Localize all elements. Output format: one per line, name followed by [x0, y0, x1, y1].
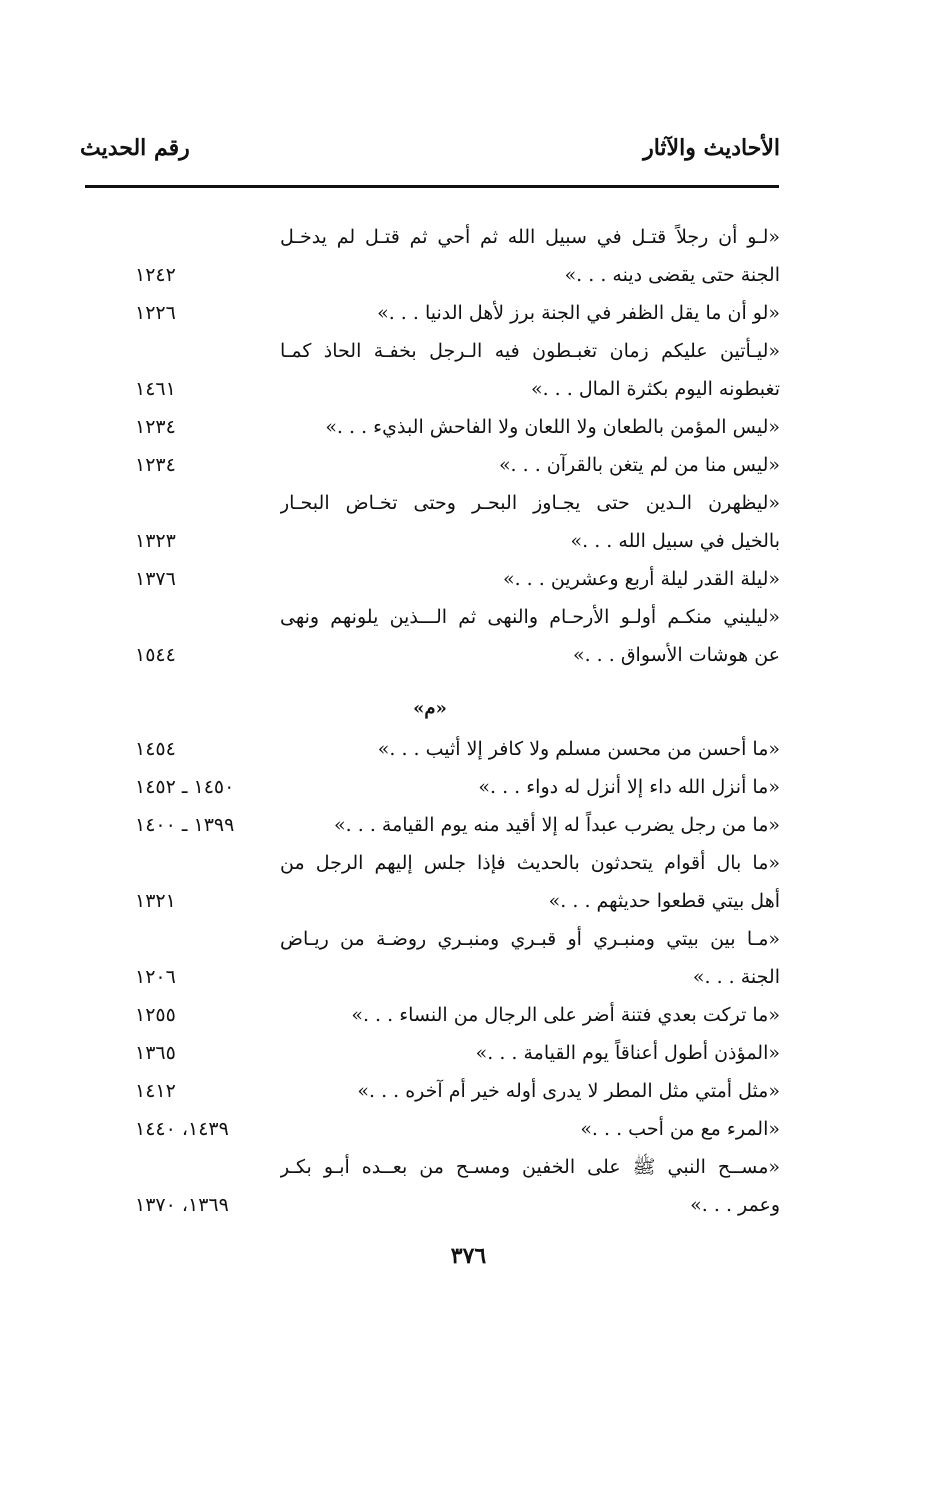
hadith-text: «ليلة القدر ليلة أربع وعشرين . . .»	[502, 568, 780, 590]
hadith-text: الجنة . . .»	[692, 966, 780, 988]
index-entry-row	[80, 1110, 780, 1148]
header-rule	[85, 185, 779, 188]
hadith-number: ١٥٤٤	[135, 644, 176, 666]
hadith-number: ١٤٥٠ ـ ١٤٥٢	[135, 776, 235, 798]
index-entry-row	[80, 370, 780, 408]
index-entry-row	[80, 332, 780, 370]
hadith-text: وعمر . . .»	[690, 1194, 780, 1216]
hadith-text: «لـو أن رجلاً قتـل في سبيل الله ثم أحي ثم قتـل لم يدخـل	[280, 226, 780, 248]
index-entry-row	[80, 1072, 780, 1110]
index-entry-row	[80, 408, 780, 446]
index-entry-row	[80, 730, 780, 768]
hadith-text: أهل بيتي قطعوا حديثهم . . .»	[548, 890, 780, 912]
index-entry-row	[80, 844, 780, 882]
index-entry-row	[80, 218, 780, 256]
hadith-text: «مثل أمتي مثل المطر لا يدرى أوله خير أم آخره . . .»	[357, 1080, 780, 1102]
section-letter-mim: «م»	[413, 698, 447, 719]
page-number: ٣٧٦	[450, 1243, 487, 1269]
hadith-number: ١٢٣٤	[135, 454, 176, 476]
hadith-number: ١٢٣٤	[135, 416, 176, 438]
index-entry-row	[80, 996, 780, 1034]
hadith-number: ١٤٣٩، ١٤٤٠	[135, 1118, 229, 1140]
hadith-number: ١٣٦٥	[135, 1042, 176, 1064]
hadith-number: ١٢٠٦	[135, 966, 176, 988]
hadith-number: ١٣٩٩ ـ ١٤٠٠	[135, 814, 235, 836]
index-entry-row	[80, 1148, 780, 1186]
index-entry-row	[80, 1186, 780, 1224]
hadith-text: «ما أنزل الله داء إلا أنزل له دواء . . .»	[478, 776, 780, 798]
hadith-text: «ليليني منكـم أولـو الأرحـام والنهى ثم الـــذين يلونهم ونهى	[280, 606, 780, 628]
index-entry-row	[80, 806, 780, 844]
index-entry-row	[80, 768, 780, 806]
hadith-number: ١٣٢١	[135, 890, 176, 912]
hadith-text: «ليس المؤمن بالطعان ولا اللعان ولا الفاحش البذيء . . .»	[325, 416, 780, 438]
hadith-number: ١٣٢٣	[135, 530, 176, 552]
index-entry-row	[80, 958, 780, 996]
hadith-number: ١٢٤٢	[135, 264, 176, 286]
hadith-number: ١٣٦٩، ١٣٧٠	[135, 1194, 229, 1216]
hadith-text: «ما تركت بعدي فتنة أضر على الرجال من النساء . . .»	[351, 1004, 780, 1026]
hadith-text: «مســح النبي ﷺ على الخفين ومسـح من بعــده أبـو بكـر	[280, 1156, 780, 1178]
index-entry-row	[80, 484, 780, 522]
index-entry-row	[80, 882, 780, 920]
index-list-bottom	[80, 730, 780, 1490]
hadith-text: «ما أحسن من محسن مسلم ولا كافر إلا أثيب . . .»	[377, 738, 780, 760]
index-entry-row	[80, 256, 780, 294]
hadith-text: «مـا بين بيتي ومنبـري أو قبـري ومنبـري روضـة من ريـاض	[280, 928, 780, 950]
hadith-text: «ما من رجل يضرب عبداً له إلا أقيد منه يوم القيامة . . .»	[334, 814, 780, 836]
hadith-text: «ليظهرن الـدين حتى يجـاوز البحـر وحتى تخـاض البحـار	[280, 492, 780, 514]
hadith-text: عن هوشات الأسواق . . .»	[572, 644, 780, 666]
hadith-text: الجنة حتى يقضى دينه . . .»	[564, 264, 780, 286]
hadith-number: ١٤١٢	[135, 1080, 176, 1102]
header-title-hadith-number: رقم الحديث	[80, 134, 190, 161]
page-header	[80, 125, 780, 170]
index-entry-row	[80, 1034, 780, 1072]
index-entry-row	[80, 560, 780, 598]
hadith-text: «ليس منا من لم يتغن بالقرآن . . .»	[498, 454, 780, 476]
index-entry-row	[80, 446, 780, 484]
index-entry-row	[80, 294, 780, 332]
hadith-text: بالخيل في سبيل الله . . .»	[570, 530, 780, 552]
hadith-number: ١٢٢٦	[135, 302, 176, 324]
hadith-text: تغبطونه اليوم بكثرة المال . . .»	[530, 378, 780, 400]
hadith-number: ١٤٦١	[135, 378, 176, 400]
hadith-text: «ما بال أقوام يتحدثون بالحديث فإذا جلس إليهم الرجل من	[280, 852, 780, 874]
hadith-text: «لو أن ما يقل الظفر في الجنة برز لأهل الدنيا . . .»	[377, 302, 780, 324]
hadith-number: ١٢٥٥	[135, 1004, 176, 1026]
header-title-hadiths: الأحاديث والآثار	[643, 134, 780, 161]
hadith-text: «ليـأتين عليكم زمان تغبـطون فيه الـرجل بخفـة الحاذ كمـا	[280, 340, 780, 362]
index-entry-row	[80, 920, 780, 958]
index-entry-row	[80, 598, 780, 636]
index-entry-row	[80, 636, 780, 674]
hadith-number: ١٣٧٦	[135, 568, 176, 590]
hadith-number: ١٤٥٤	[135, 738, 176, 760]
index-entry-row	[80, 522, 780, 560]
hadith-text: «المؤذن أطول أعناقاً يوم القيامة . . .»	[475, 1042, 780, 1064]
hadith-text: «المرء مع من أحب . . .»	[580, 1118, 780, 1140]
